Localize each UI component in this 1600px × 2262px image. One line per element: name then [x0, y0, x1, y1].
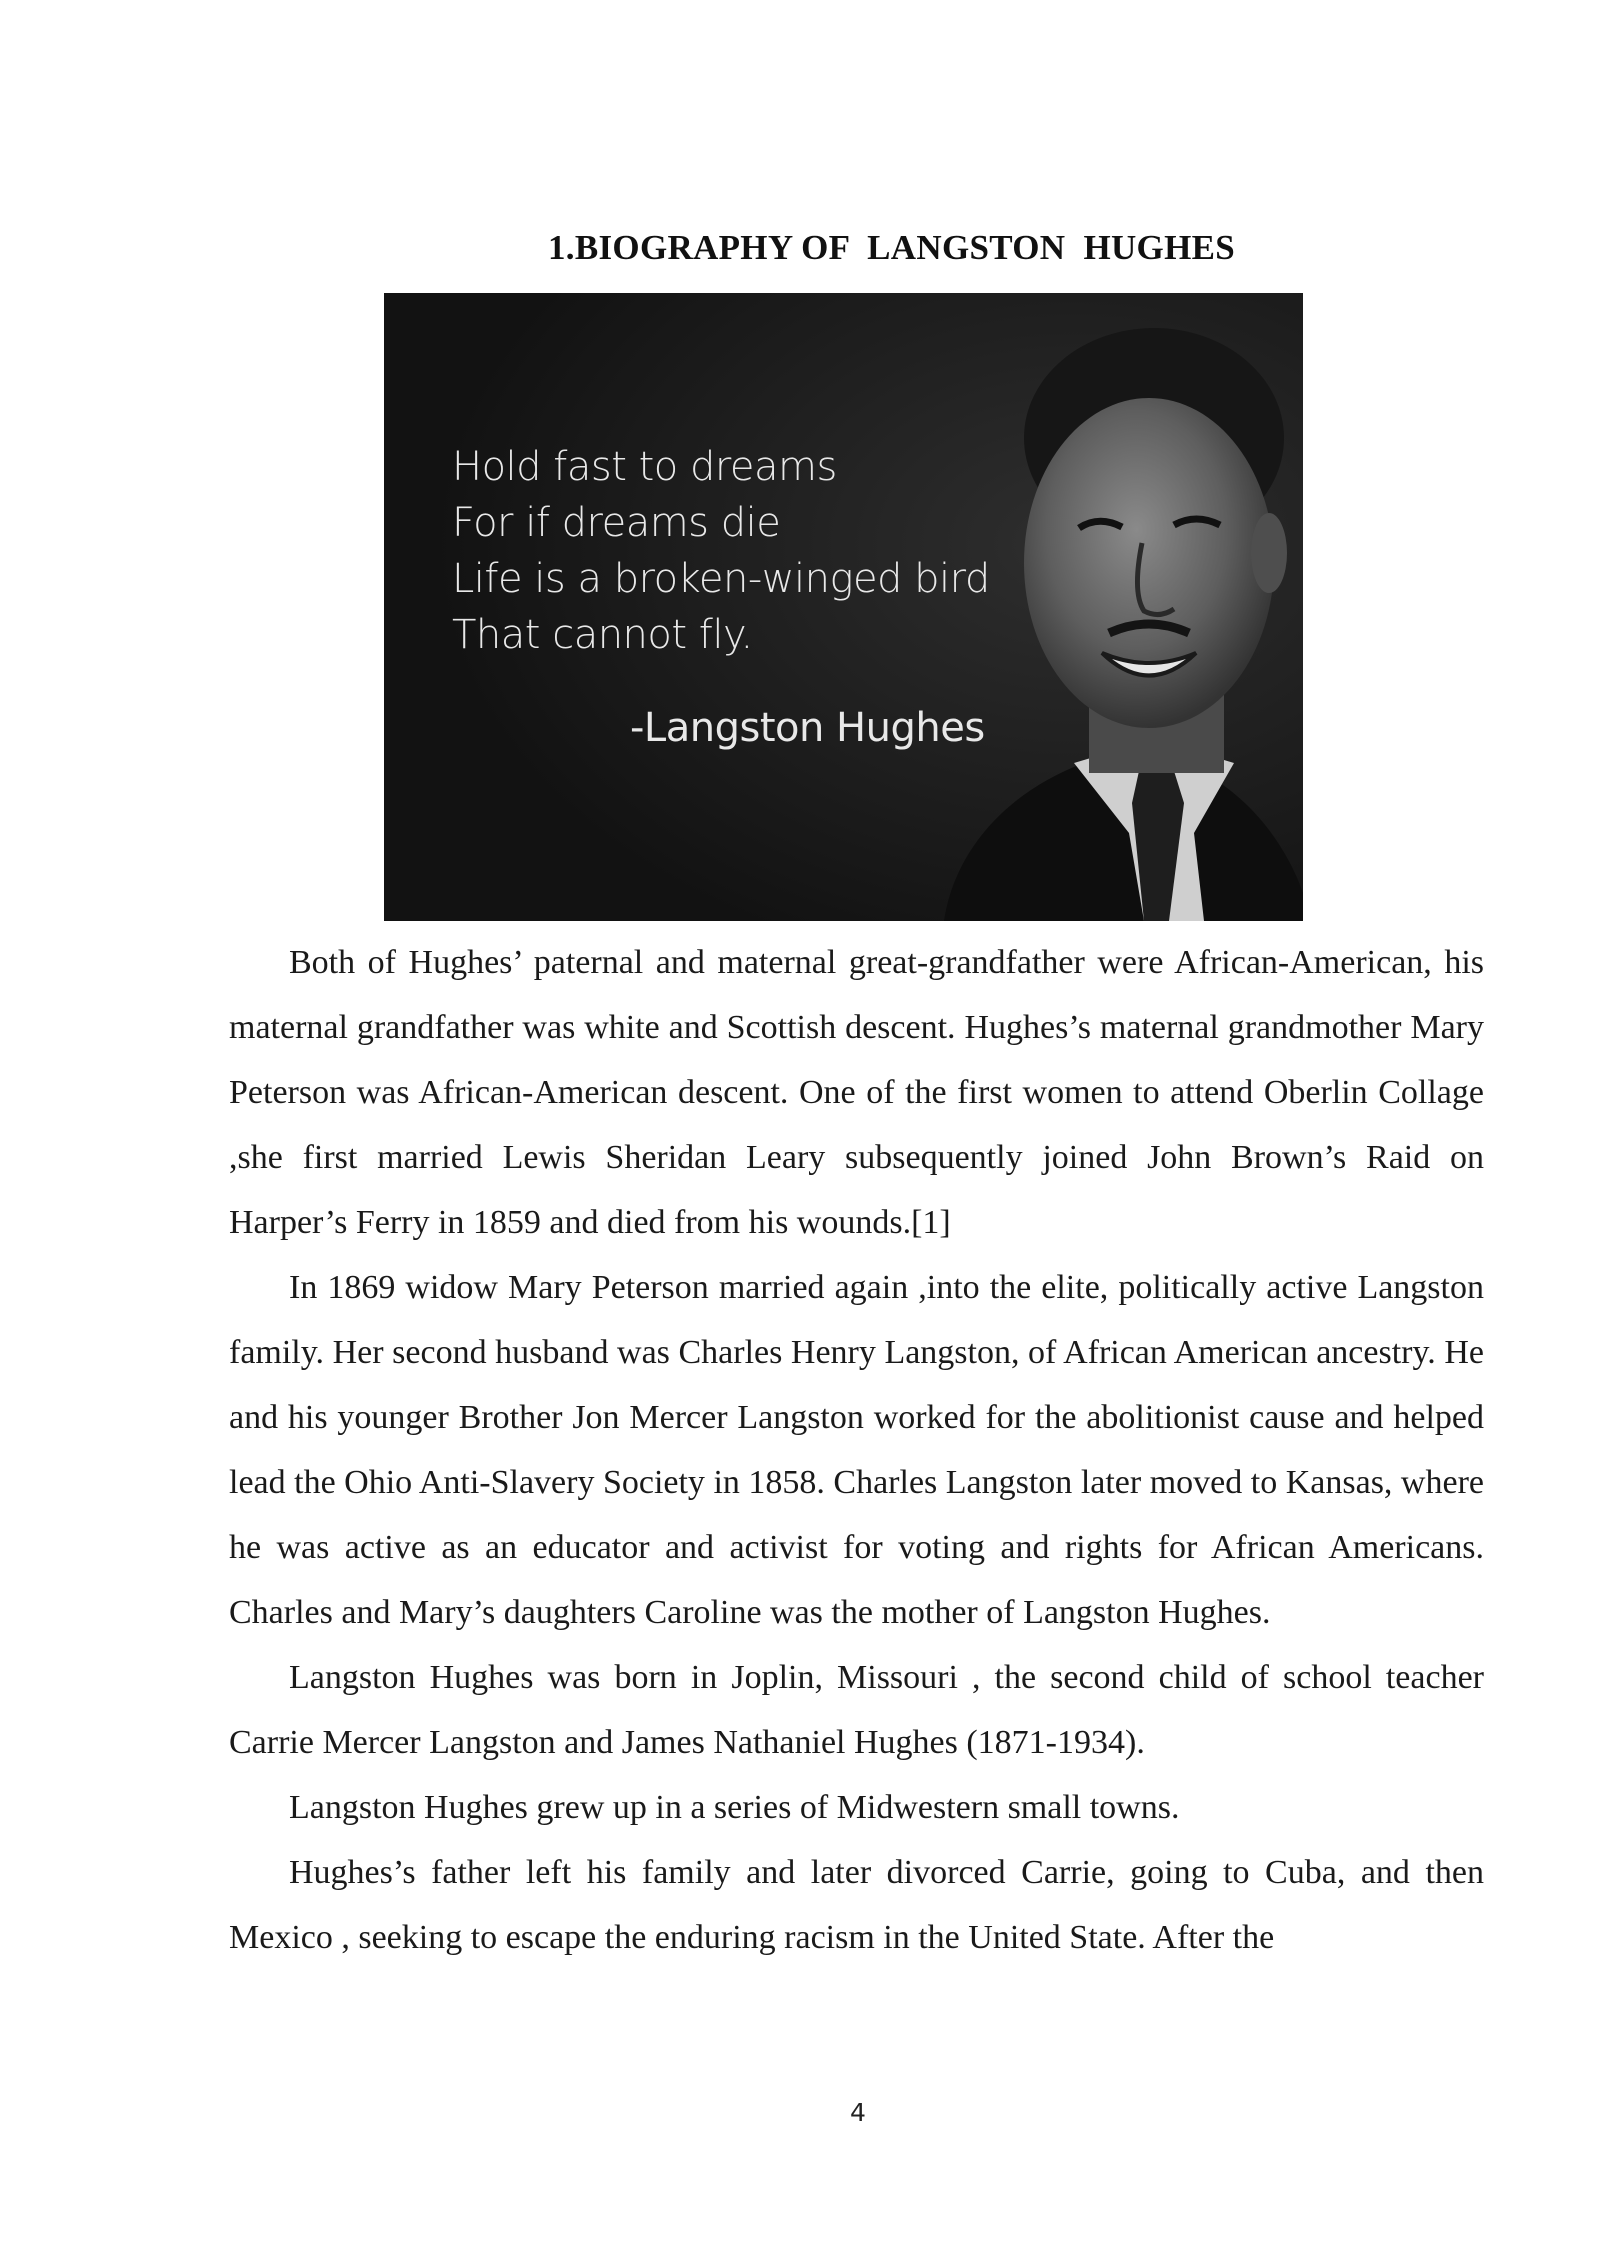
- quote-line: That cannot fly.: [452, 612, 753, 658]
- quote-text: [452, 439, 990, 663]
- page-title: 1.BIOGRAPHY OF LANGSTON HUGHES: [548, 228, 1236, 267]
- paragraph: Langston Hughes grew up in a series of Midwestern small towns.: [289, 1789, 1180, 1826]
- paragraph: In 1869 widow Mary Peterson married again ,into the elite, politically active Langston family. Her second husband was Charles Henry Langston, of African American ancestry. He and his younger Brother Jon Mercer Langston worked for the abolitionist cause and helped lead the Ohio Anti-Slavery Society in 1858. Charles Langston later moved to Kansas, where he was active as an educator and activist for voting and rights for African Americans. Charles and Mary’s daughters Caroline was the mother of Langston Hughes.: [229, 1269, 1484, 1631]
- quote-line: For if dreams die: [452, 500, 781, 546]
- page-number: 4: [850, 2098, 866, 2127]
- portrait-photo-with-quote: [384, 293, 1303, 921]
- quote-line: Hold fast to dreams: [452, 444, 837, 490]
- body-text: [229, 930, 1484, 1970]
- paragraph: Langston Hughes was born in Joplin, Missouri , the second child of school teacher Carrie Mercer Langston and James Nathaniel Hughes (1871-1934).: [229, 1659, 1484, 1761]
- quote-attribution: -Langston Hughes: [630, 705, 985, 751]
- quote-line: Life is a broken-winged bird: [452, 556, 990, 602]
- paragraph: Hughes’s father left his family and later divorced Carrie, going to Cuba, and then Mexico , seeking to escape the enduring racism in the United State. After the: [229, 1854, 1484, 1956]
- paragraph: Both of Hughes’ paternal and maternal great-grandfather were African-American, his maternal grandfather was white and Scottish descent. Hughes’s maternal grandmother Mary Peterson was African-American descent. One of the first women to attend Oberlin Collage ,she first married Lewis Sheridan Leary subsequently joined John Brown’s Raid on Harper’s Ferry in 1859 and died from his wounds.[1]: [229, 944, 1484, 1241]
